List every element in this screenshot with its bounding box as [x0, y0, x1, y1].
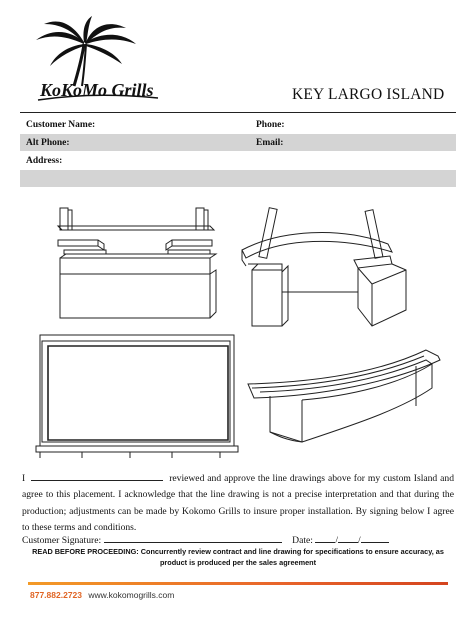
header-divider	[20, 112, 456, 113]
date-label: Date:	[292, 535, 313, 546]
agreement-prefix: I	[22, 473, 26, 484]
alt-phone-label: Alt Phone:	[26, 138, 70, 148]
kokomo-grills-logo	[18, 14, 168, 104]
island-line-drawings	[20, 200, 456, 460]
warning-notice	[20, 546, 456, 568]
signature-line	[22, 534, 462, 546]
agreement-text: reviewed and approve the line drawings above for my custom Island and agree to this placement. I acknowledge that the line drawing is not a precise interpretation and that during the production; adjustments can be made by Kokomo Grills to insure proper installation. By signing below I agree to these terms and conditions.	[22, 473, 454, 534]
date-year-field[interactable]	[361, 534, 389, 543]
signature-label: Customer Signature:	[22, 535, 102, 546]
form-row-address	[20, 152, 456, 169]
address-label: Address:	[26, 156, 63, 166]
phone-label: Phone:	[256, 120, 285, 130]
footer-contact	[30, 590, 174, 600]
signature-field[interactable]	[104, 534, 282, 543]
customer-name-blank[interactable]	[31, 472, 163, 481]
date-day-field[interactable]	[338, 534, 358, 543]
date-month-field[interactable]	[315, 534, 335, 543]
logo-wordmark: KoKoMo Grills	[40, 80, 154, 100]
drawing-top-plan	[36, 335, 238, 458]
email-label: Email:	[256, 138, 284, 148]
document-title: KEY LARGO ISLAND	[292, 86, 445, 103]
date-separator-2: /	[358, 535, 361, 546]
form-row-customer	[20, 116, 456, 133]
warning-line-1: READ BEFORE PROCEEDING: Concurrently review contract and line drawing for specifications to ensure accuracy, as	[32, 547, 444, 556]
customer-name-label: Customer Name:	[26, 120, 96, 130]
form-row-address-line-2	[20, 170, 456, 187]
form-row-alt-phone	[20, 134, 456, 151]
warning-line-2: product is produced per the sales agreement	[159, 558, 317, 567]
drawing-curved-bar	[248, 350, 440, 442]
drawing-perspective-arch	[242, 208, 406, 326]
footer-phone: 877.882.2723	[30, 590, 82, 600]
drawing-front-elevation	[58, 208, 216, 318]
footer-accent-bar	[28, 582, 448, 585]
agreement-paragraph	[22, 471, 454, 537]
footer-url[interactable]: www.kokomogrills.com	[88, 590, 175, 600]
date-separator-1: /	[335, 535, 338, 546]
